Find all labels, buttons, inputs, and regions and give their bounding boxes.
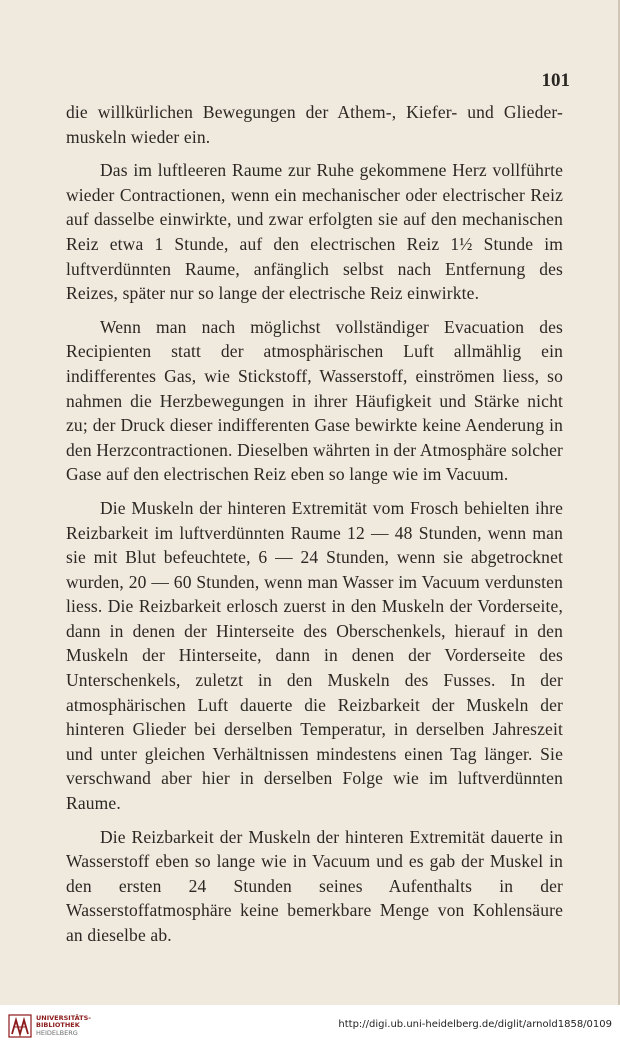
- viewer-footer: [0, 1005, 620, 1047]
- body-text: [66, 100, 563, 948]
- page-number: 101: [541, 70, 570, 91]
- paragraph-2: Das im luftleeren Raume zur Ruhe gekommene Herz vollführte wieder Contractionen, wenn ein mechanischer oder electrischer Reiz auf dasselbe einwirkte, und zwar erfolgten sie auf den mechanischen Reiz etwa 1 Stunde, auf den electrischen Reiz 1½ Stunde im luftverdünnten Raume, anfänglich selbst nach Entfernung des Reizes, später nur so lange der electrische Reiz einwirkte.: [66, 160, 563, 304]
- logo-line-1: UNIVERSITÄTS-: [36, 1013, 91, 1022]
- paragraph-4: Die Muskeln der hinteren Extremität vom Frosch behielten ihre Reizbarkeit im luftverdünnten Raume 12 — 48 Stunden, wenn man sie mit Blut befeuchtete, 6 — 24 Stunden, wenn sie abgetrocknet wurden, 20 — 60 Stunden, wenn man Wasser im Vacuum verdunsten liess. Die Reizbarkeit erlosch zuerst in den Muskeln der Vorderseite, dann in denen der Hinterseite des Oberschenkels, hierauf in den Muskeln der Hinterseite, dann in denen der Vorderseite des Unterschenkels, zuletzt in den Muskeln des Fusses. In der atmosphärischen Luft dauerte die Reizbarkeit der Muskeln der hinteren Glieder bei derselben Temperatur, in derselben Jahreszeit und unter gleichen Verhältnissen mindestens einen Tag länger. Sie verschwand aber hier in derselben Folge wie im luftverdünnten Raume.: [66, 497, 563, 814]
- heidelberg-library-logo-icon: [8, 1014, 32, 1038]
- logo-line-3: HEIDELBERG: [36, 1028, 78, 1037]
- paragraph-3: Wenn man nach möglichst vollständiger Evacuation des Recipienten statt der atmosphärischen Luft allmählig ein indifferentes Gas, wie Stickstoff, Wasserstoff, einströmen liess, so nahmen die Herzbewegungen in ihrer Häufigkeit und Stärke nicht zu; der Druck dieser indifferenten Gase bewirkte keine Aenderung in den Herzcontractionen. Dieselben währten in der Atmosphäre solcher Gase auf den electrischen Reiz eben so lange wie im Vacuum.: [66, 316, 563, 485]
- paragraph-5: Die Reizbarkeit der Muskeln der hinteren Extremität dauerte in Wasserstoff eben so lange wie in Vacuum und es gab der Muskel in den ersten 24 Stunden seines Aufenthalts in der Wasserstoffatmosphäre keine bemerkbare Menge von Kohlensäure an dieselbe ab.: [66, 826, 563, 945]
- permalink-url[interactable]: http://digi.ub.uni-heidelberg.de/diglit/arnold1858/0109: [338, 1019, 612, 1030]
- library-logo[interactable]: [8, 1014, 91, 1038]
- logo-text: [36, 1015, 91, 1038]
- logo-line-2: BIBLIOTHEK: [36, 1021, 80, 1030]
- paragraph-1: die willkürlichen Bewegungen der Athem-, Kiefer- und Glieder-muskeln wieder ein.: [66, 102, 563, 147]
